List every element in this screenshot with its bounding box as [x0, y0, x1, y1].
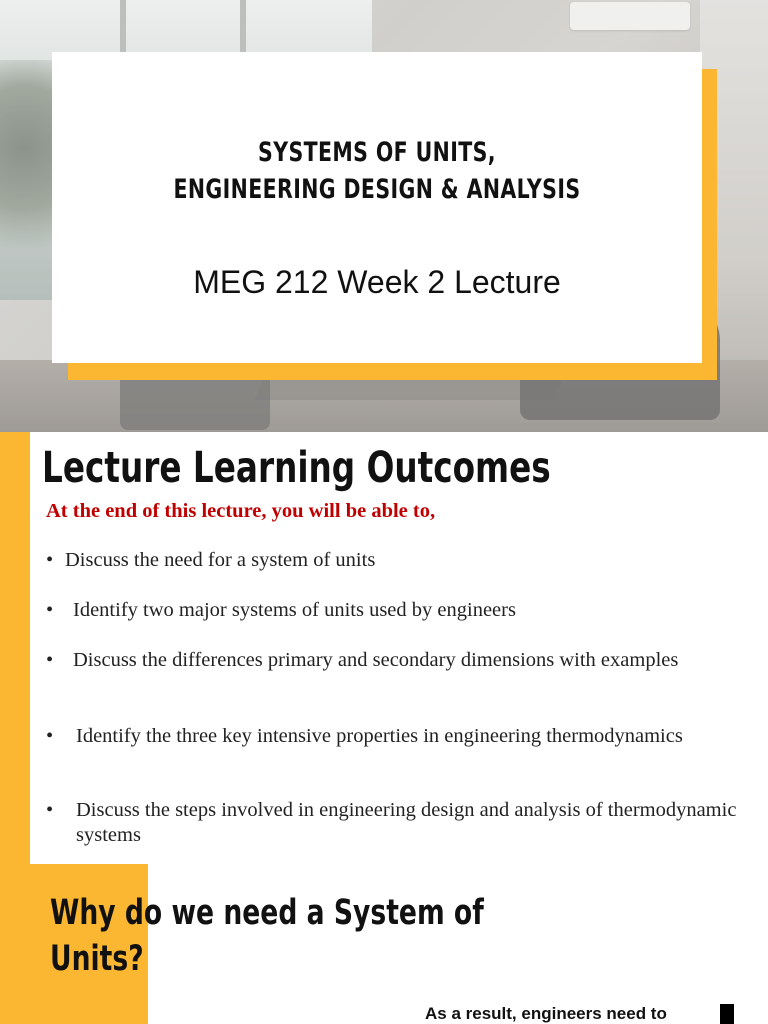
- why-units-slide: [0, 864, 768, 1024]
- list-item-text: Discuss the steps involved in engineering design and analysis of thermodynamic systems: [76, 799, 737, 846]
- bullet-icon: •: [46, 799, 54, 821]
- slide-title: [130, 134, 624, 208]
- list-item: [46, 648, 746, 673]
- bullet-icon: •: [46, 599, 54, 621]
- slide-heading: Why do we need a System of Units?: [50, 893, 484, 979]
- intro-text: At the end of this lecture, you will be able to,: [46, 500, 436, 522]
- bullet-icon: •: [46, 549, 54, 571]
- image-placeholder: [720, 1004, 734, 1024]
- learning-outcomes-slide: [0, 432, 768, 864]
- slide-subtitle: MEG 212 Week 2 Lecture: [193, 264, 561, 300]
- title-card: [52, 52, 702, 363]
- list-item: [46, 548, 746, 573]
- slide-title-line: SYSTEMS OF UNITS,: [258, 137, 496, 168]
- slide-heading: Lecture Learning Outcomes: [42, 443, 551, 493]
- list-item-text: Discuss the differences primary and secondary dimensions with examples: [73, 649, 679, 671]
- bullet-icon: •: [46, 649, 54, 671]
- list-item: [46, 798, 746, 848]
- list-item: [46, 598, 746, 623]
- list-item-text: Identify two major systems of units used by engineers: [73, 599, 516, 621]
- list-item-text: Discuss the need for a system of units: [65, 549, 376, 571]
- accent-bar: [0, 432, 30, 864]
- list-item: [46, 724, 746, 749]
- list-item-text: Identify the three key intensive properties in engineering thermodynamics: [76, 725, 683, 747]
- slide-title-line: ENGINEERING DESIGN & ANALYSIS: [173, 174, 581, 205]
- body-text: As a result, engineers need to: [425, 1004, 667, 1023]
- bullet-icon: •: [46, 725, 54, 747]
- title-slide: [0, 0, 768, 432]
